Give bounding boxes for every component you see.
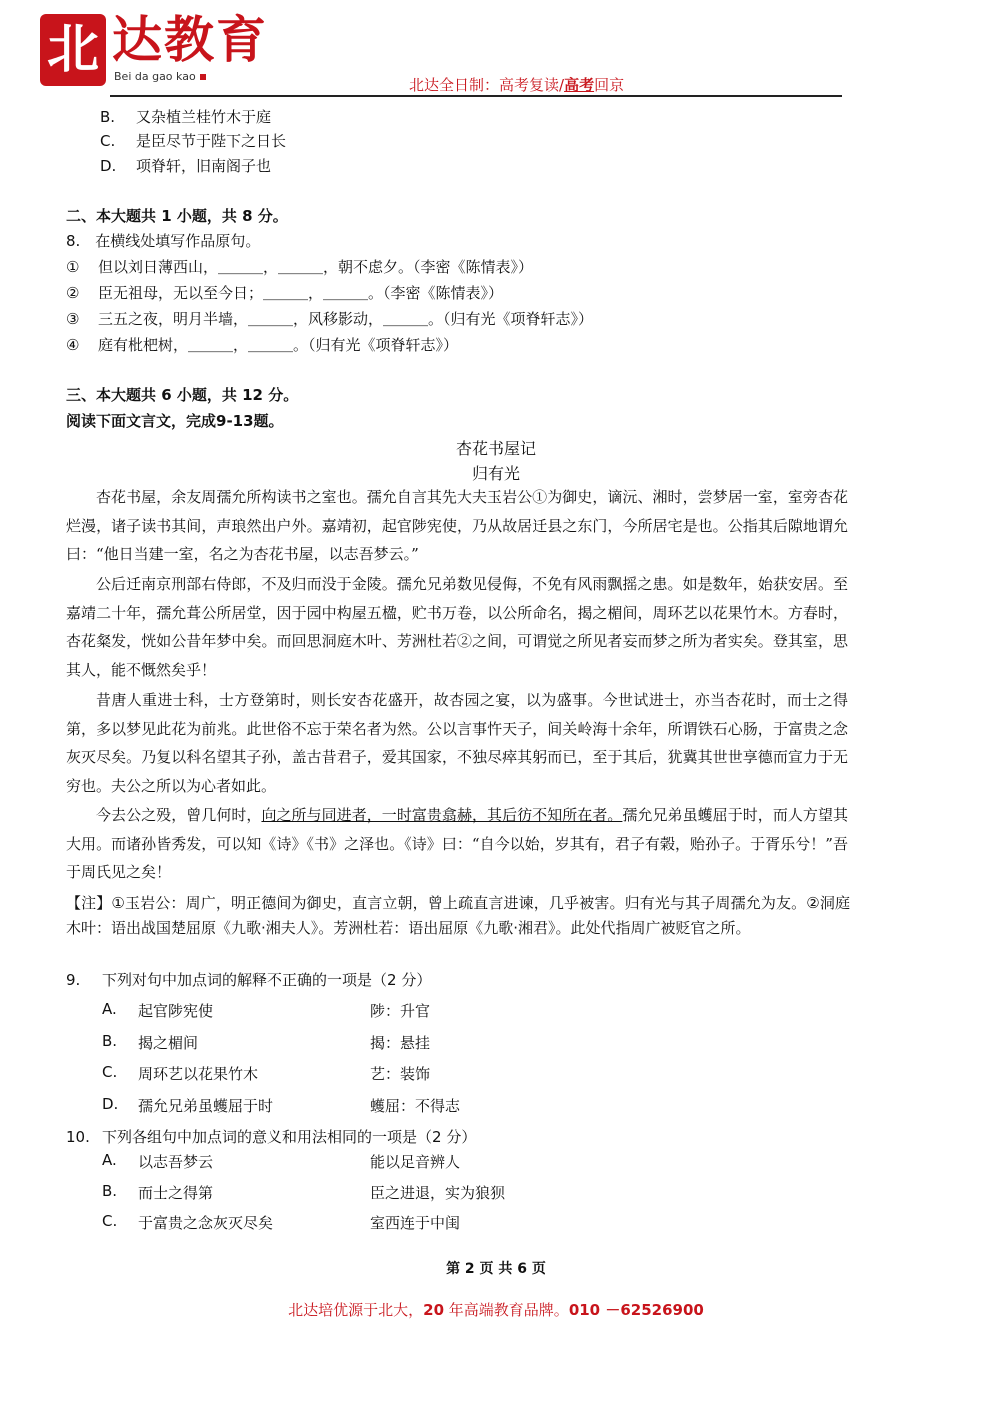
option-key: D.: [102, 1095, 119, 1113]
question-number: 10.: [66, 1128, 90, 1146]
option-key: A.: [102, 1000, 117, 1018]
option-sentence: 而士之得第: [138, 1184, 214, 1202]
option-key: C.: [100, 132, 116, 150]
paragraph-4-rest: 孺允兄弟虽蠖屈于时，而人方望其大用。而诸孙皆秀发，可以知《诗》《书》之泽也。《诗》曰：“自今以始，岁其有，君子有榖，贻孙子。于胥乐兮！”吾于周氏见之矣！: [66, 806, 848, 881]
section3-heading: 三、本大题共 6 小题，共 12 分。: [66, 386, 299, 404]
option-explanation: 陟：升官: [370, 1002, 431, 1020]
option-sentence: 起官陟宪使: [138, 1002, 214, 1020]
footer-part-c: 年高端教育品牌。: [444, 1301, 569, 1319]
option-text: 是臣尽节于陛下之日长: [136, 132, 287, 150]
option-key: B.: [102, 1182, 118, 1200]
option-key: A.: [102, 1151, 117, 1169]
question-number: 9.: [66, 971, 81, 989]
option-sentence-2: 臣之进退，实为狼狈: [370, 1184, 506, 1202]
option-sentence-2: 室西连于中闺: [370, 1214, 461, 1232]
q8-item-1: [66, 257, 533, 277]
passage-paragraph-1: 杏花书屋，余友周孺允所构读书之室也。孺允自言其先大夫玉岩公①为御史，谪沅、湘时，尝梦居一室，室旁杏花烂漫，诸子读书其间，声琅然出户外。嘉靖初，起官陟宪使，乃从故居迁县之东门，今所居宅是也。公指其后隙地谓允曰：“他日当建一室，名之为杏花书屋，以志吾梦云。”: [66, 488, 848, 563]
question-text: 下列各组句中加点词的意义和用法相同的一项是（2 分）: [102, 1128, 477, 1146]
item-text: 但以刘日薄西山，＿＿＿，＿＿＿，朝不虑夕。（李密《陈情表》）: [98, 258, 534, 276]
option-key: D.: [100, 157, 117, 175]
logo-pinyin: [114, 70, 206, 83]
q7-option-b: [100, 107, 271, 127]
option-key: C.: [102, 1063, 118, 1081]
slogan-part-b: 高考: [564, 76, 595, 94]
q7-option-d: [100, 156, 271, 176]
passage-author: 归有光: [471, 464, 520, 483]
header-slogan: [409, 74, 624, 95]
item-mark: ③: [66, 310, 80, 328]
option-text: 项脊轩，旧南阁子也: [136, 157, 272, 175]
option-key: B.: [102, 1032, 118, 1050]
logo-name: 达教育: [112, 10, 268, 69]
question-text: 下列对句中加点词的解释不正确的一项是（2 分）: [102, 971, 432, 989]
item-text: 臣无祖母，无以至今日；＿＿＿，＿＿＿。（李密《陈情表》）: [98, 284, 504, 302]
item-text: 三五之夜，明月半墙，＿＿＿，风移影动，＿＿＿。（归有光《项脊轩志》）: [98, 310, 594, 328]
q7-option-c: [100, 131, 286, 151]
item-text: 庭有枇杷树，＿＿＿，＿＿＿。（归有光《项脊轩志》）: [98, 336, 459, 354]
item-mark: ②: [66, 284, 80, 302]
q10-stem: [66, 1126, 476, 1147]
option-sentence: 揭之楣间: [138, 1034, 199, 1052]
passage-paragraph-4: [66, 801, 848, 887]
passage-title: 杏花书屋记: [455, 439, 536, 458]
option-sentence: 于富贵之念灰灭尽矣: [138, 1214, 274, 1232]
q8-item-3: [66, 309, 593, 329]
footer-part-a: 北达培优源于北大，: [288, 1301, 424, 1319]
item-mark: ④: [66, 336, 80, 354]
item-mark: ①: [66, 258, 80, 276]
q8-stem: 8. 在横线处填写作品原句。: [66, 232, 261, 250]
footer-part-b: 20: [423, 1301, 445, 1319]
option-sentence: 以志吾梦云: [138, 1153, 214, 1171]
section3-instruction: 阅读下面文言文，完成9-13题。: [66, 412, 284, 430]
page-number: 第 2 页 共 6 页: [446, 1261, 546, 1277]
option-explanation: 揭：悬挂: [370, 1034, 431, 1052]
square-icon: [200, 74, 206, 80]
header-divider: [110, 95, 842, 97]
footer-slogan: [0, 1299, 992, 1320]
option-key: C.: [102, 1212, 118, 1230]
option-text: 又杂植兰桂竹木于庭: [136, 108, 272, 126]
logo-pinyin-text: Bei da gao kao: [114, 70, 196, 83]
footer-phone: 010 －62526900: [568, 1301, 704, 1319]
logo-mark: 北: [40, 14, 106, 86]
q8-item-4: [66, 335, 458, 355]
passage-note: 【注】①玉岩公：周广，明正德间为御史，直言立朝，曾上疏直言进谏，几乎被害。归有光与其子周孺允为友。②洞庭木叶：语出战国楚屈原《九歌·湘夫人》。芳洲杜若：语出屈原《九歌·湘君》。此处代指周广被贬官之所。: [66, 894, 850, 937]
passage-paragraph-3: 昔唐人重进士科，士方登第时，则长安杏花盛开，故杏园之宴，以为盛事。今世试进士，亦当杏花时，而士之得第，多以梦见此花为前兆。此世俗不忘于荣名者为然。公以言事忤天子，间关岭海十余年，所谓铁石心肠，于富贵之念灰灭尽矣。乃复以科名望其子孙，盖古昔君子，爱其国家，不独尽瘁其躬而已，至于其后，犹冀其世世享德而宣力于无穷也。夫公之所以为心者如此。: [66, 691, 848, 795]
section2-heading: 二、本大题共 1 小题，共 8 分。: [66, 207, 288, 225]
option-sentence-2: 能以足音辨人: [370, 1153, 461, 1171]
q8-item-2: [66, 283, 503, 303]
slogan-part-a: 北达全日制：高考复读/: [409, 76, 565, 94]
option-sentence: 孺允兄弟虽蠖屈于时: [138, 1097, 274, 1115]
option-sentence: 周环艺以花果竹木: [138, 1065, 259, 1083]
underlined-sentence: 向之所与同进者，一时富贵翕赫，其后彷不知所在者。: [261, 806, 623, 824]
option-explanation: 蠖屈：不得志: [370, 1097, 461, 1115]
q9-stem: [66, 969, 431, 990]
passage-paragraph-2: 公后迁南京刑部右侍郎，不及归而没于金陵。孺允兄弟数见侵侮，不免有风雨飘摇之患。如是数年，始获安居。至嘉靖二十年，孺允葺公所居堂，因于园中构屋五楹，贮书万卷，以公所命名，揭之楣间，周环艺以花果竹木。方春时，杏花粲发，恍如公昔年梦中矣。而回思洞庭木叶、芳洲杜若②之间，可谓觉之所见者妄而梦之所为者实矣。登其室，思其人，能不慨然矣乎！: [66, 575, 848, 679]
slogan-part-c: 回京: [594, 76, 625, 94]
option-key: B.: [100, 108, 116, 126]
option-explanation: 艺：装饰: [370, 1065, 431, 1083]
paragraph-4-lead: 今去公之殁，曾几何时，: [96, 806, 262, 824]
